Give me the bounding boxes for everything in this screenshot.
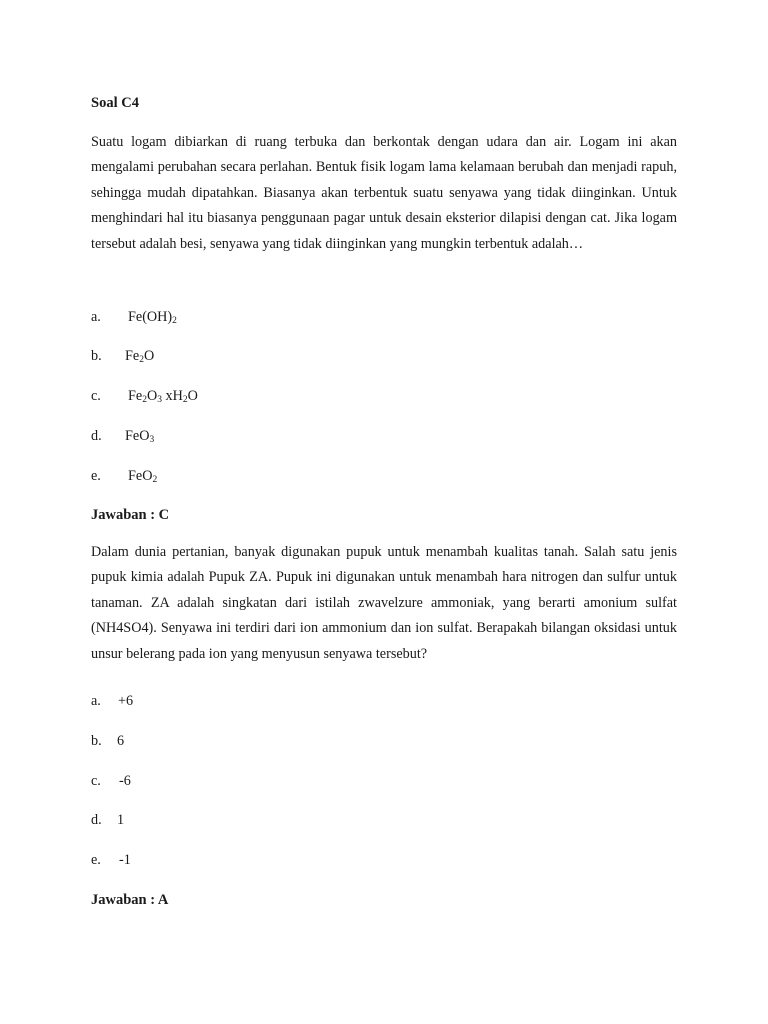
- option-value: -6: [119, 773, 131, 789]
- q1-option-b: [91, 347, 155, 365]
- option-formula: $Fe_2O$: [125, 348, 155, 365]
- question-1-text: Suatu logam dibiarkan di ruang terbuka dan berkontak dengan udara dan air. Logam ini akan mengalami perubahan secara perlahan. Bentuk fisik logam lama kelamaan berubah dan menjadi rapuh, sehingga mudah dipatahkan. Biasanya akan terbentuk suatu senyawa yang tidak diinginkan. Untuk menghindari hal itu biasanya penggunaan pagar untuk desain eksterior dilapisi dengan cat. Jika logam tersebut adalah besi, senyawa yang tidak diinginkan yang mungkin terbentuk adalah…: [91, 134, 677, 252]
- option-letter: d.: [91, 812, 102, 828]
- question-1-answer: Jawaban : C: [91, 507, 170, 523]
- option-letter: e.: [91, 468, 101, 484]
- question-1-title: Soal C4: [91, 95, 139, 111]
- q1-option-c: [91, 387, 198, 405]
- option-formula: $Fe(OH)_2$: [128, 309, 177, 326]
- q1-option-e: [91, 467, 158, 485]
- option-letter: d.: [91, 428, 102, 444]
- option-letter: b.: [91, 348, 102, 364]
- option-letter: e.: [91, 852, 101, 868]
- question-2-answer: Jawaban : A: [91, 892, 169, 908]
- option-letter: c.: [91, 388, 101, 404]
- option-formula: $Fe_2O_3$ $xH_2O$: [128, 388, 198, 405]
- q2-option-d: [91, 811, 125, 829]
- option-formula: FeO$_3$: [125, 428, 155, 445]
- q2-option-e: [91, 851, 131, 869]
- question-2-text: Dalam dunia pertanian, banyak digunakan pupuk untuk menambah kualitas tanah. Salah satu jenis pupuk kimia adalah Pupuk ZA. Pupuk ini digunakan untuk menambah hara nitrogen dan sulfur untuk tanaman. ZA adalah singkatan dari istilah zwavelzure ammoniak, yang berarti amonium sulfat (NH4SO4). Senyawa ini terdiri dari ion ammonium dan ion sulfat. Berapakah bilangan oksidasi untuk unsur belerang pada ion yang menyusun senyawa tersebut?: [91, 544, 677, 662]
- option-letter: b.: [91, 733, 102, 749]
- option-letter: a.: [91, 309, 101, 325]
- option-value: +6: [118, 693, 134, 709]
- q2-option-b: [91, 732, 125, 750]
- option-formula: FeO$_2$: [128, 468, 158, 485]
- q1-option-a: [91, 308, 177, 326]
- q2-option-c: [91, 772, 131, 790]
- option-value: 6: [117, 733, 125, 749]
- option-value: 1: [117, 812, 125, 828]
- option-value: -1: [119, 852, 131, 868]
- option-letter: c.: [91, 773, 101, 789]
- option-letter: a.: [91, 693, 101, 709]
- q1-option-d: [91, 427, 155, 445]
- q2-option-a: [91, 692, 134, 710]
